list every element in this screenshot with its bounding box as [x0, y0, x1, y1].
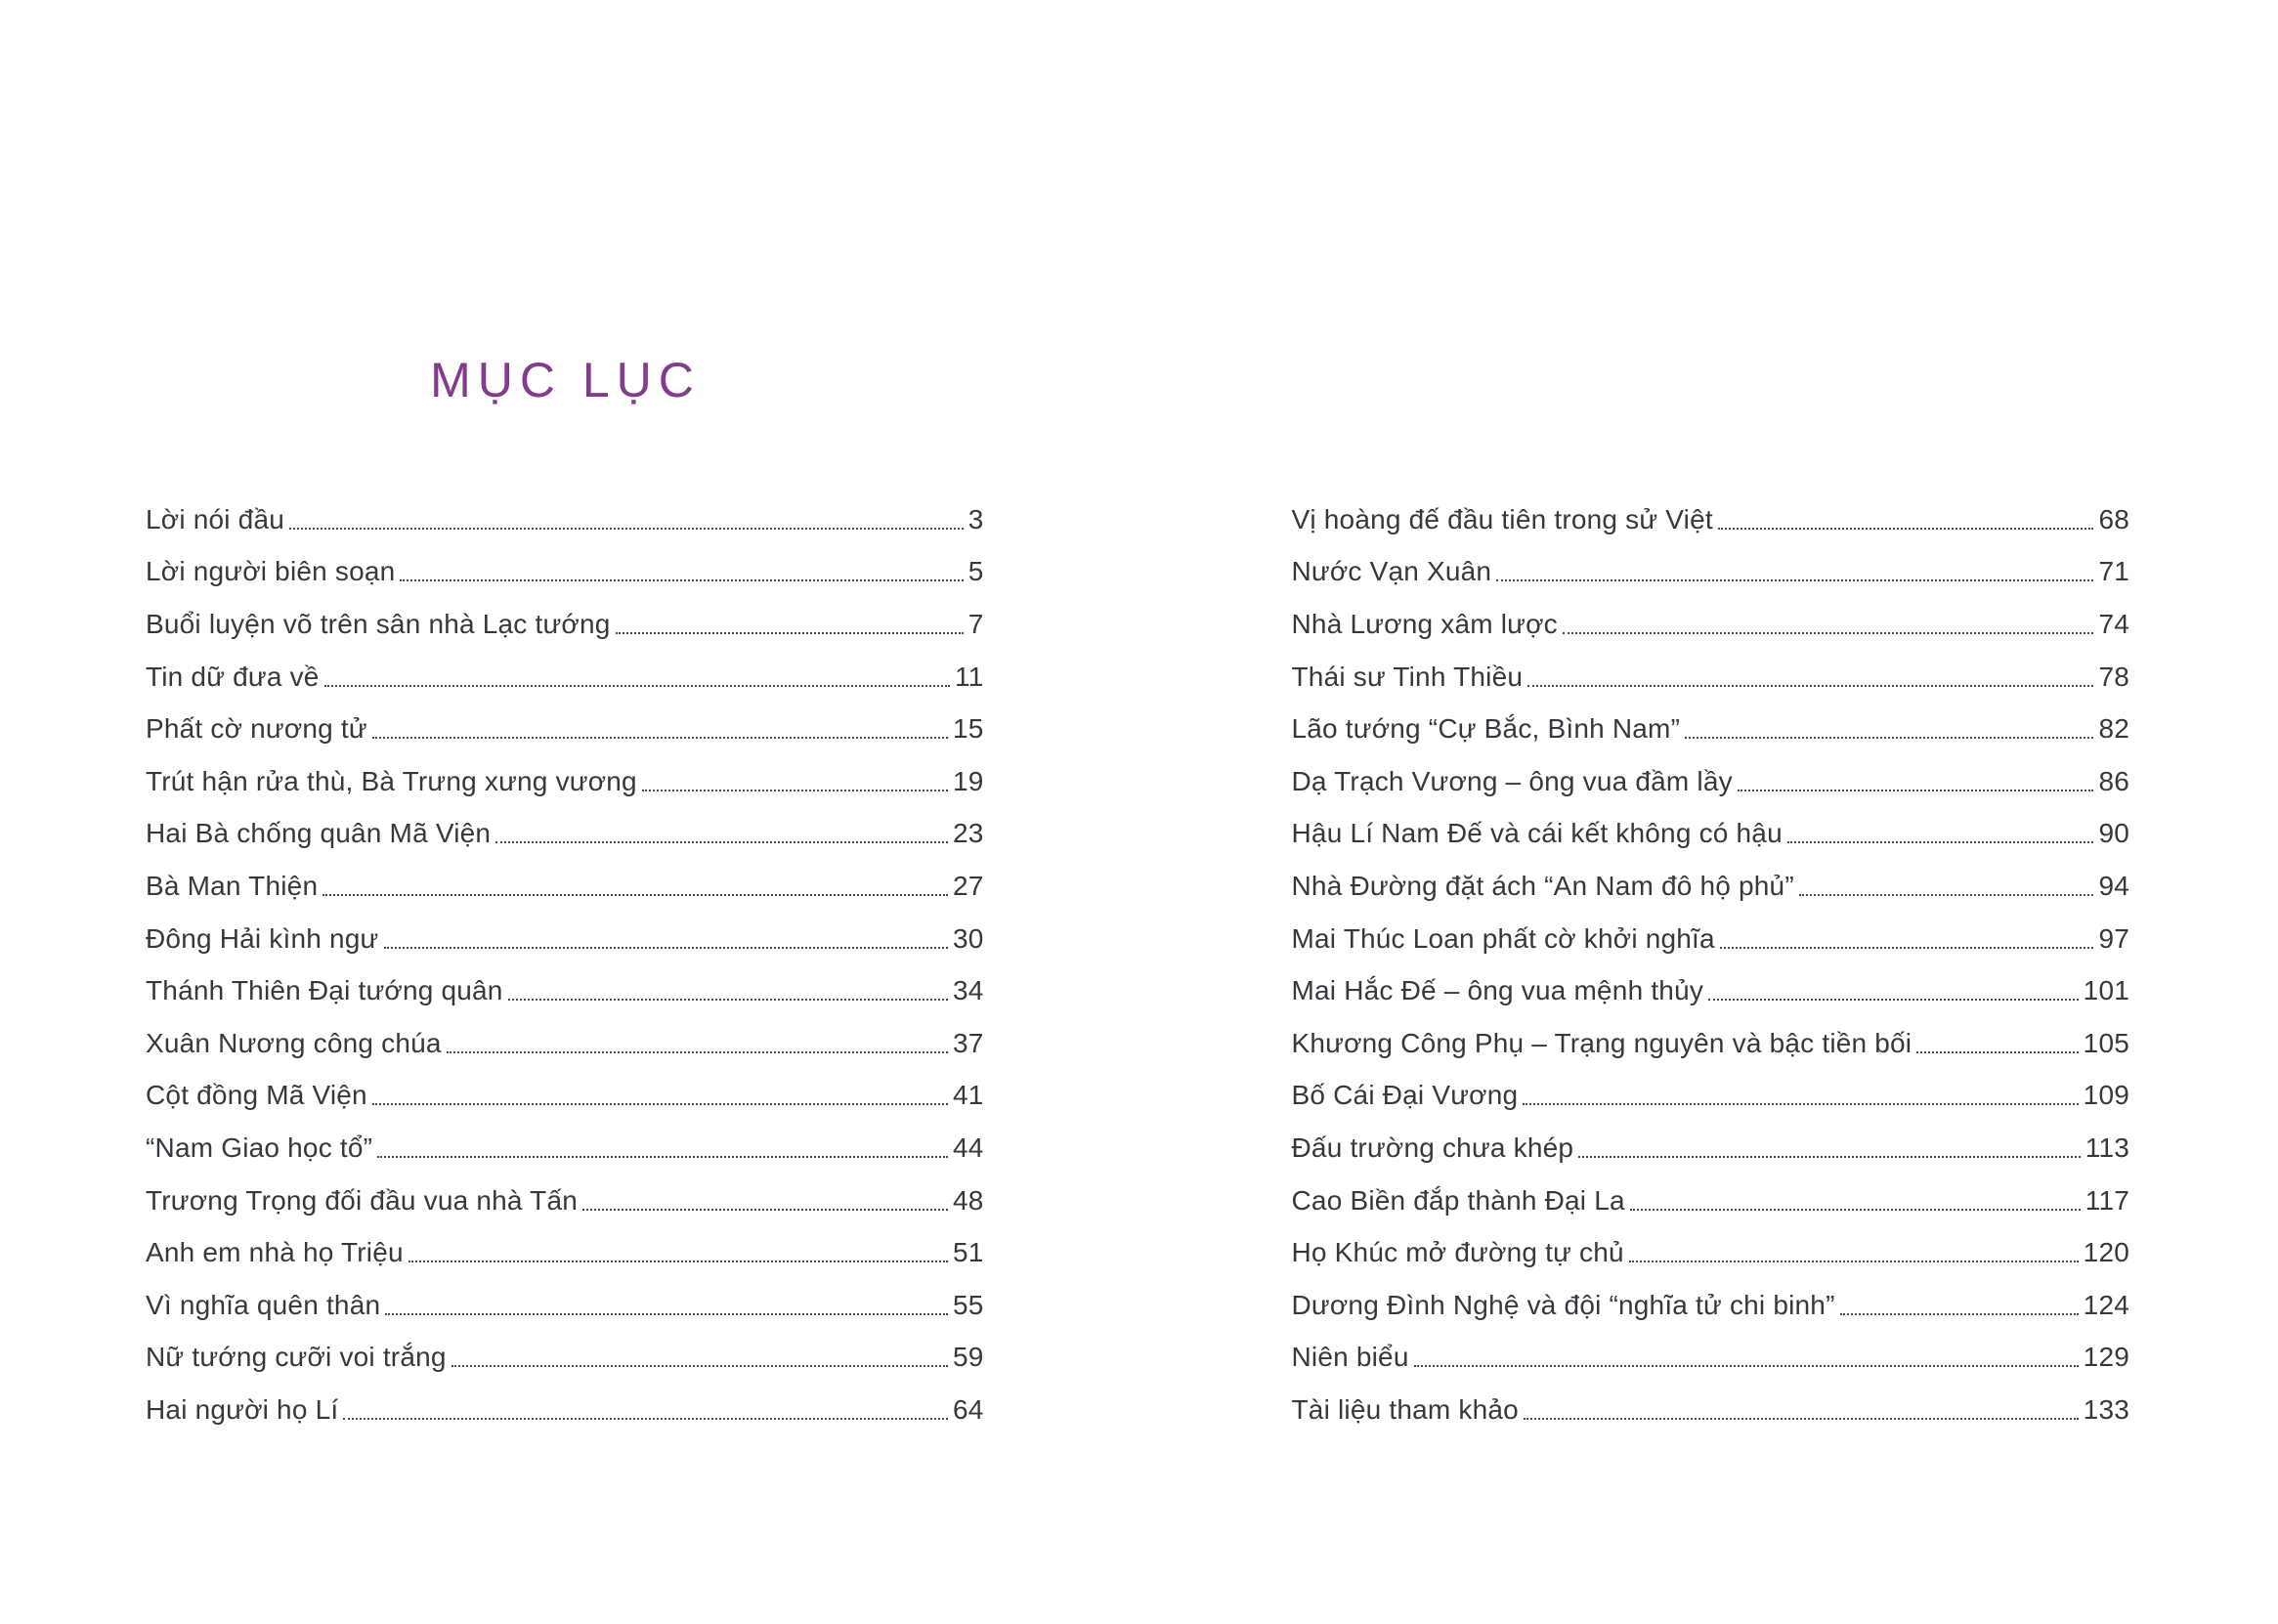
toc-entry-page: 34	[952, 975, 984, 1006]
dot-leader	[1414, 1365, 2079, 1367]
toc-entry	[146, 964, 984, 1017]
toc-entry	[146, 1017, 984, 1070]
toc-entry	[1292, 1226, 2130, 1279]
toc-entry-page: 113	[2085, 1132, 2129, 1163]
dot-leader	[1799, 894, 2094, 896]
dot-leader	[582, 1209, 948, 1211]
toc-entry	[1292, 651, 2130, 704]
toc-entry	[146, 808, 984, 861]
toc-entry-title: Niên biểu	[1291, 1342, 1409, 1373]
toc-entry-page: 64	[952, 1393, 984, 1425]
toc-entry	[1292, 913, 2130, 965]
toc-entry-title: “Nam Giao học tổ”	[146, 1132, 373, 1163]
dot-leader	[343, 1418, 948, 1420]
toc-entry-title: Nhà Lương xâm lược	[1291, 608, 1558, 639]
toc-entry-title: Dương Đình Nghệ và đội “nghĩa tử chi binh”	[1291, 1289, 1835, 1320]
dot-leader	[495, 841, 948, 843]
toc-entry-page: 109	[2083, 1080, 2129, 1111]
dot-leader	[372, 1103, 948, 1105]
toc-entry-page: 27	[952, 870, 984, 901]
toc-entry-page: 5	[967, 556, 984, 587]
dot-leader	[616, 632, 964, 634]
toc-entry	[146, 1384, 984, 1436]
toc-entry	[1292, 755, 2130, 808]
toc-entry-page: 30	[952, 922, 984, 954]
toc-entry-page: 90	[2098, 818, 2129, 849]
toc-columns	[146, 493, 2129, 1436]
toc-entry-page: 55	[952, 1289, 984, 1320]
toc-entry	[1292, 1279, 2130, 1332]
toc-entry-title: Đông Hải kình ngư	[146, 922, 379, 954]
toc-entry-title: Tin dữ đưa về	[146, 661, 320, 692]
toc-entry-title: Mai Hắc Đế – ông vua mệnh thủy	[1291, 975, 1704, 1006]
dot-leader	[1720, 947, 2094, 949]
dot-leader	[408, 1261, 948, 1262]
toc-entry	[1292, 598, 2130, 651]
toc-entry	[1292, 1332, 2130, 1385]
toc-entry-page: 117	[2085, 1184, 2129, 1216]
toc-entry-title: Bà Man Thiện	[146, 870, 319, 901]
dot-leader	[1840, 1313, 2079, 1315]
dot-leader	[1523, 1103, 2078, 1105]
toc-entry	[146, 1175, 984, 1227]
toc-entry	[146, 1226, 984, 1279]
dot-leader	[1527, 685, 2093, 687]
toc-entry-page: 97	[2098, 922, 2129, 954]
toc-entry	[146, 546, 984, 599]
toc-entry	[1292, 1017, 2130, 1070]
toc-entry-page: 3	[967, 503, 984, 534]
toc-entry-title: Lời người biên soạn	[146, 556, 396, 587]
toc-entry-page: 133	[2083, 1393, 2129, 1425]
toc-entry-page: 23	[952, 818, 984, 849]
dot-leader	[1738, 790, 2094, 791]
toc-entry	[146, 703, 984, 755]
toc-entry-title: Lão tướng “Cự Bắc, Bình Nam”	[1291, 713, 1681, 745]
toc-entry-title: Trút hận rửa thù, Bà Trưng xưng vương	[146, 765, 637, 796]
dot-leader	[322, 894, 948, 896]
toc-entry-page: 7	[967, 608, 984, 639]
toc-entry-title: Lời nói đầu	[146, 503, 284, 534]
toc-entry-title: Mai Thúc Loan phất cờ khởi nghĩa	[1291, 922, 1715, 954]
toc-entry-page: 19	[952, 765, 984, 796]
toc-entry-title: Hai người họ Lí	[146, 1393, 339, 1425]
toc-entry-title: Thánh Thiên Đại tướng quân	[146, 975, 503, 1006]
toc-entry	[146, 493, 984, 546]
toc-entry-title: Cột đồng Mã Viện	[146, 1080, 367, 1111]
dot-leader	[642, 790, 948, 791]
dot-leader	[1685, 737, 2093, 739]
toc-entry-title: Buổi luyện võ trên sân nhà Lạc tướng	[146, 608, 611, 639]
toc-entry	[1292, 493, 2130, 546]
toc-entry	[1292, 964, 2130, 1017]
toc-entry	[146, 913, 984, 965]
dot-leader	[451, 1365, 948, 1367]
dot-leader	[384, 947, 948, 949]
dot-leader	[1563, 632, 2094, 634]
toc-entry-page: 74	[2098, 608, 2129, 639]
toc-entry-title: Vì nghĩa quên thân	[146, 1289, 381, 1320]
toc-entry-title: Vị hoàng đế đầu tiên trong sử Việt	[1291, 503, 1713, 534]
dot-leader	[1708, 999, 2079, 1001]
toc-entry-page: 82	[2098, 713, 2129, 745]
dot-leader	[1629, 1261, 2079, 1262]
toc-entry	[1292, 1175, 2130, 1227]
toc-entry-title: Dạ Trạch Vương – ông vua đầm lầy	[1291, 765, 1733, 796]
toc-entry-title: Nước Vạn Xuân	[1291, 556, 1492, 587]
toc-entry	[146, 598, 984, 651]
toc-entry-title: Đấu trường chưa khép	[1291, 1132, 1574, 1163]
toc-entry	[146, 860, 984, 913]
toc-entry	[146, 1070, 984, 1123]
toc-entry	[1292, 808, 2130, 861]
toc-entry	[146, 651, 984, 704]
toc-column-left	[146, 493, 984, 1436]
toc-entry-title: Bố Cái Đại Vương	[1291, 1080, 1519, 1111]
toc-entry-title: Họ Khúc mở đường tự chủ	[1291, 1237, 1624, 1268]
toc-entry-title: Xuân Nương công chúa	[146, 1027, 442, 1058]
toc-entry-page: 129	[2083, 1342, 2129, 1373]
toc-entry-title: Nhà Đường đặt ách “An Nam đô hộ phủ”	[1291, 870, 1794, 901]
toc-entry-page: 71	[2098, 556, 2129, 587]
dot-leader	[1524, 1418, 2079, 1420]
toc-entry	[146, 1279, 984, 1332]
dot-leader	[1718, 528, 2094, 530]
toc-entry-page: 51	[952, 1237, 984, 1268]
toc-entry	[1292, 860, 2130, 913]
toc-entry	[1292, 1384, 2130, 1436]
toc-entry	[1292, 546, 2130, 599]
toc-entry	[1292, 1122, 2130, 1175]
dot-leader	[447, 1051, 948, 1053]
dot-leader	[385, 1313, 948, 1315]
toc-entry-title: Trương Trọng đối đầu vua nhà Tấn	[146, 1184, 578, 1216]
dot-leader	[377, 1156, 948, 1158]
toc-entry-page: 120	[2083, 1237, 2129, 1268]
toc-entry-page: 86	[2098, 765, 2129, 796]
dot-leader	[289, 528, 964, 530]
toc-entry-page: 48	[952, 1184, 984, 1216]
toc-entry-page: 68	[2098, 503, 2129, 534]
toc-entry-page: 59	[952, 1342, 984, 1373]
toc-entry-page: 78	[2098, 661, 2129, 692]
dot-leader	[324, 685, 950, 687]
toc-entry	[1292, 703, 2130, 755]
toc-entry-title: Phất cờ nương tử	[146, 713, 367, 745]
toc-entry	[1292, 1070, 2130, 1123]
toc-column-right	[1292, 493, 2130, 1436]
toc-entry-page: 11	[955, 661, 984, 692]
toc-entry	[146, 1122, 984, 1175]
toc-entry-page: 101	[2083, 975, 2129, 1006]
toc-entry-page: 94	[2098, 870, 2129, 901]
dot-leader	[400, 579, 963, 581]
page-title: MỤC LỤC	[430, 353, 701, 407]
toc-entry-title: Anh em nhà họ Triệu	[146, 1237, 404, 1268]
toc-entry	[146, 755, 984, 808]
toc-entry-title: Hai Bà chống quân Mã Viện	[146, 818, 492, 849]
toc-entry-page: 41	[952, 1080, 984, 1111]
toc-entry-page: 15	[952, 713, 984, 745]
toc-entry-page: 37	[952, 1027, 984, 1058]
dot-leader	[508, 999, 948, 1001]
toc-entry-title: Nữ tướng cưỡi voi trắng	[146, 1342, 447, 1373]
toc-entry-page: 124	[2083, 1289, 2129, 1320]
dot-leader	[1578, 1156, 2081, 1158]
dot-leader	[372, 737, 948, 739]
toc-entry-title: Khương Công Phụ – Trạng nguyên và bậc tiền bối	[1291, 1027, 1913, 1058]
toc-entry-title: Thái sư Tinh Thiều	[1291, 661, 1524, 692]
dot-leader	[1496, 579, 2093, 581]
toc-entry-title: Cao Biền đắp thành Đại La	[1291, 1184, 1625, 1216]
toc-entry-page: 44	[952, 1132, 984, 1163]
dot-leader	[1916, 1051, 2078, 1053]
dot-leader	[1787, 841, 2094, 843]
toc-entry-title: Hậu Lí Nam Đế và cái kết không có hậu	[1291, 818, 1783, 849]
dot-leader	[1630, 1209, 2081, 1211]
toc-entry-title: Tài liệu tham khảo	[1291, 1393, 1519, 1425]
toc-entry	[146, 1332, 984, 1385]
toc-entry-page: 105	[2083, 1027, 2129, 1058]
